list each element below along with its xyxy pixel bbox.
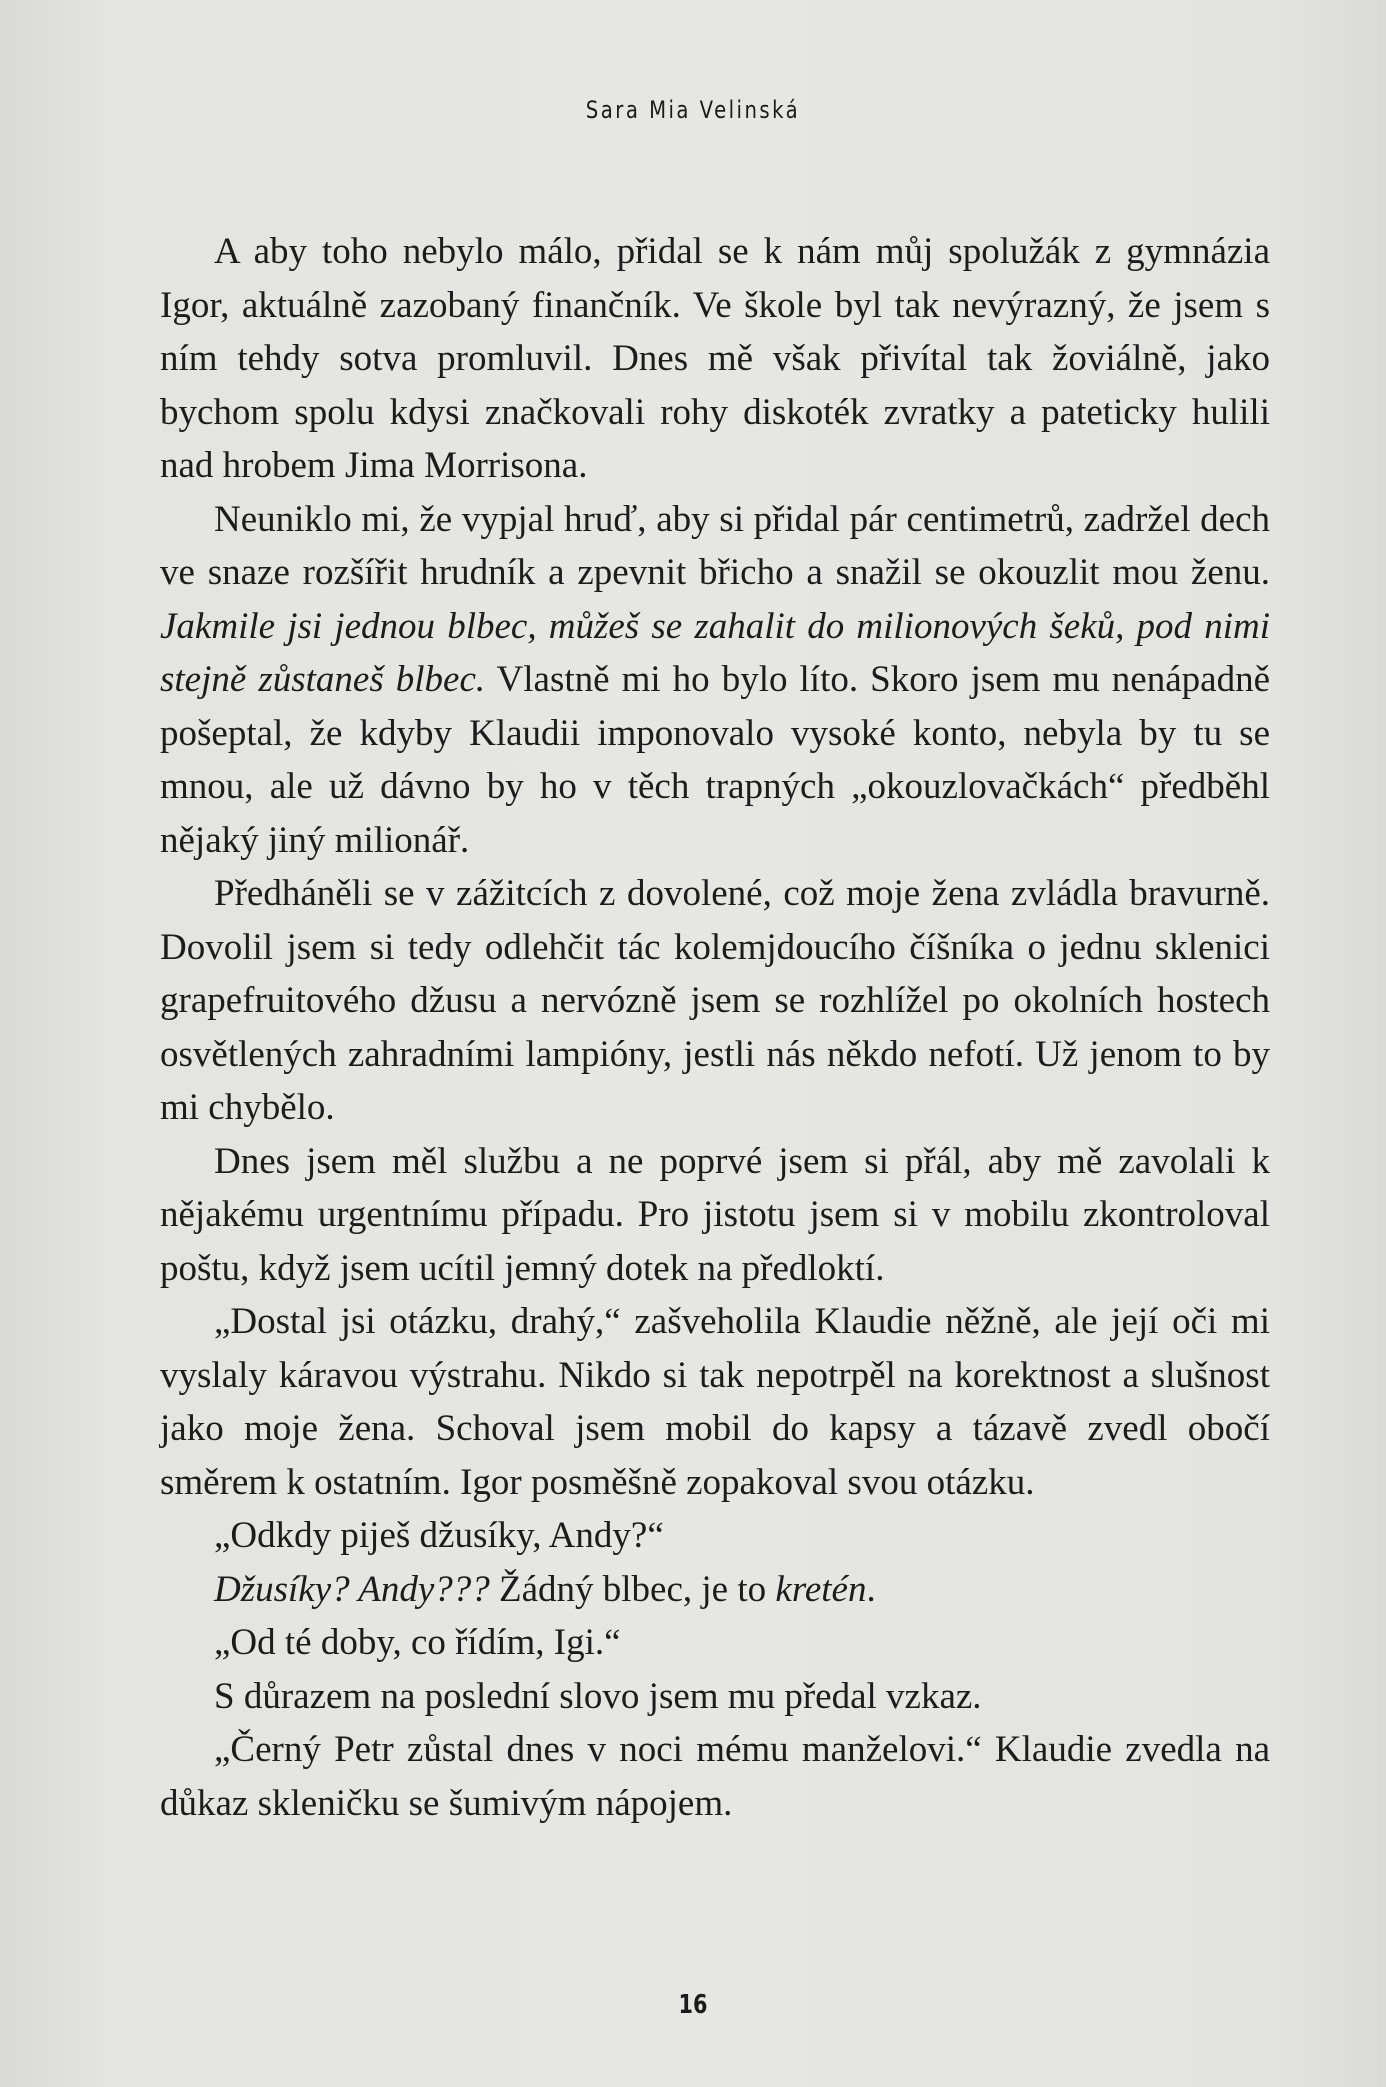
- paragraph: „Od té doby, co řídím, Igi.“: [214, 1622, 621, 1663]
- paragraph: S důrazem na poslední slovo jsem mu předal vzkaz.: [214, 1675, 982, 1717]
- page-number: 16: [678, 1990, 708, 2020]
- paragraph: „Odkdy piješ džusíky, Andy?“: [214, 1515, 664, 1556]
- paragraph: Neuniklo mi, že vypjal hruď, aby si přidal pár centimetrů, zadržel dech ve snaze rozšířit hrudník a zpevnit břicho a snažil se okouzlit mou ženu. Jakmile jsi jednou blbec, můžeš se zahalit do milionových šeků, pod nimi stejně zůstaneš blbec. Vlastně mi ho bylo líto. Skoro jsem mu nenápadně pošeptal, že kdyby Klaudii imponovalo vysoké konto, nebyla by tu se mnou, ale už dávno by ho v těch trapných „okouzlovačkách“ předběhl nějaký jiný milionář.: [160, 498, 1270, 861]
- paragraph: „Dostal jsi otázku, drahý,“ zašveholila Klaudie něžně, ale její oči mi vyslaly káravou výstrahu. Nikdo si tak nepotrpěl na korektnost a slušnost jako moje žena. Schoval jsem mobil do kapsy a tázavě zvedl obočí směrem k ostatním. Igor posměšně zopakoval svou otázku.: [160, 1301, 1270, 1503]
- paragraph: Dnes jsem měl službu a ne poprvé jsem si přál, aby mě zavolali k nějakému urgentnímu případu. Pro jistotu jsem si v mobilu zkontroloval poštu, když jsem ucítil jemný dotek na předloktí.: [160, 1140, 1270, 1289]
- italic-thought: Džusíky? Andy???: [214, 1568, 490, 1610]
- paragraph: A aby toho nebylo málo, přidal se k nám můj spolužák z gymnázia Igor, aktuálně zazobaný finančník. Ve škole byl tak nevýrazný, že jsem s ním tehdy sotva promluvil. Dnes mě však přivítal tak žoviálně, jako bychom spolu kdysi značkovali rohy diskoték zvratky a pateticky hulili nad hrobem Jima Morrisona.: [160, 231, 1270, 486]
- paragraph: „Černý Petr zůstal dnes v noci mému manželovi.“ Klaudie zvedla na důkaz skleničku se šumivým nápojem.: [160, 1729, 1270, 1824]
- running-head: Sara Mia Velinská: [585, 96, 801, 124]
- body-text: [160, 225, 1270, 1830]
- paragraph: Džusíky? Andy??? Žádný blbec, je to kretén.: [214, 1568, 876, 1610]
- paragraph: Předháněli se v zážitcích z dovolené, což moje žena zvládla bravurně. Dovolil jsem si tedy odlehčit tác kolemjdoucího číšníka o jednu sklenici grapefruitového džusu a nervózně jsem se rozhlížel po okolních hostech osvětlených zahradními lampióny, jestli nás někdo nefotí. Už jenom to by mi chybělo.: [160, 873, 1270, 1128]
- italic-word: kretén: [775, 1568, 867, 1610]
- italic-thought: Jakmile jsi jednou blbec, můžeš se zahalit do milionových šeků, pod nimi stejně zůstaneš blbec.: [160, 605, 1270, 700]
